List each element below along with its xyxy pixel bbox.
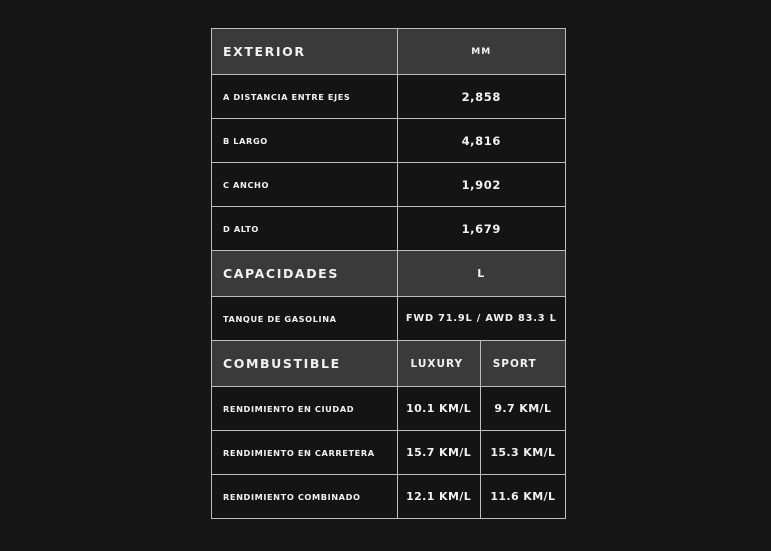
capacidades-title: CAPACIDADES	[212, 251, 398, 297]
capacidades-unit: L	[397, 251, 565, 297]
table-row	[212, 475, 566, 519]
luxury-value: 12.1 KM/L	[397, 475, 480, 519]
sport-column-header: SPORT	[480, 341, 565, 387]
row-label: A DISTANCIA ENTRE EJES	[212, 75, 398, 119]
spec-table	[211, 28, 566, 519]
row-label: D ALTO	[212, 207, 398, 251]
capacidades-header-row	[212, 251, 566, 297]
row-value: 1,679	[397, 207, 565, 251]
row-value: 4,816	[397, 119, 565, 163]
exterior-unit: MM	[397, 29, 565, 75]
row-label: C ANCHO	[212, 163, 398, 207]
table-row	[212, 119, 566, 163]
table-row	[212, 207, 566, 251]
exterior-header-row	[212, 29, 566, 75]
row-value: 2,858	[397, 75, 565, 119]
table-row	[212, 387, 566, 431]
luxury-column-header: LUXURY	[397, 341, 480, 387]
row-label: RENDIMIENTO EN CARRETERA	[212, 431, 398, 475]
row-label: RENDIMIENTO EN CIUDAD	[212, 387, 398, 431]
row-label: TANQUE DE GASOLINA	[212, 297, 398, 341]
table-row	[212, 297, 566, 341]
luxury-value: 15.7 KM/L	[397, 431, 480, 475]
combustible-title: COMBUSTIBLE	[212, 341, 398, 387]
row-label: RENDIMIENTO COMBINADO	[212, 475, 398, 519]
table-row	[212, 431, 566, 475]
sport-value: 9.7 KM/L	[480, 387, 565, 431]
luxury-value: 10.1 KM/L	[397, 387, 480, 431]
row-value: 1,902	[397, 163, 565, 207]
table-row	[212, 163, 566, 207]
row-label: B LARGO	[212, 119, 398, 163]
sport-value: 15.3 KM/L	[480, 431, 565, 475]
exterior-title: EXTERIOR	[212, 29, 398, 75]
sport-value: 11.6 KM/L	[480, 475, 565, 519]
table-row	[212, 75, 566, 119]
combustible-header-row	[212, 341, 566, 387]
row-value: FWD 71.9L / AWD 83.3 L	[397, 297, 565, 341]
